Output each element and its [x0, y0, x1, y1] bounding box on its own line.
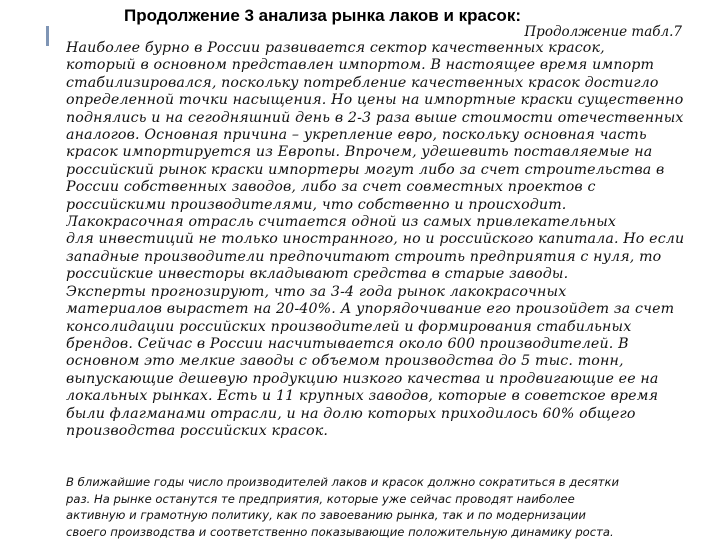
text-line: аналогов. Основная причина – укрепление евро, поскольку основная часть — [66, 127, 647, 144]
text-line: российские инвесторы вкладывают средства в старые заводы. — [66, 266, 569, 283]
text-line: красок импортируется из Европы. Впрочем, удешевить поставляемые на — [66, 144, 653, 161]
footnote-line: В ближайшие годы число производителей лаков и красок должно сократиться в десятки — [66, 475, 620, 489]
footnote-line: своего производства и соответственно показывающие положительную динамику роста. — [66, 524, 614, 539]
text-line: поднялись и на сегодняшний день в 2-3 раза выше стоимости отечественных — [66, 109, 684, 126]
text-line: основном это мелкие заводы с объемом производства до 5 тыс. тонн, — [66, 353, 624, 370]
text-line: консолидации российских производителей и формирования стабильных — [66, 318, 632, 335]
text-line: российскими производителями, что собственно и происходит. — [66, 196, 567, 213]
text-line: определенной точки насыщения. Но цены на импортные краски существенно — [66, 92, 684, 109]
text-line: Эксперты прогнозируют, что за 3-4 года рынок лакокрасочных — [66, 283, 567, 300]
table-caption: Продолжение табл.7 — [524, 24, 682, 40]
text-line: России собственных заводов, либо за счет совместных проектов с — [66, 179, 596, 196]
text-line: материалов вырастет на 20-40%. А упорядочивание его произойдет за счет — [66, 301, 675, 318]
text-line: для инвестиций не только иностранного, но и российского капитала. Но если — [66, 231, 685, 248]
document-footnote — [66, 474, 698, 540]
text-line: выпускающие дешевую продукцию низкого качества и продвигающие ее на — [66, 370, 659, 387]
text-line: брендов. Сейчас в России насчитывается около 600 производителей. В — [66, 335, 629, 352]
text-line: были флагманами отрасли, и на долю которых приходилось 60% общего — [66, 405, 636, 422]
text-line: Наиболее бурно в России развивается сектор качественных красок, — [66, 40, 605, 56]
text-line: локальных рынках. Есть и 11 крупных заводов, которые в советское время — [66, 388, 659, 405]
scanned-document — [58, 24, 698, 540]
text-line: Лакокрасочная отрасль считается одной из самых привлекательных — [66, 214, 617, 231]
footnote-line: активную и грамотную политику, как по завоеванию рынка, так и по модернизации — [66, 508, 586, 522]
text-line: производства российских красок. — [66, 422, 329, 439]
document-body — [66, 40, 698, 440]
text-line: который в основном представлен импортом. В настоящее время импорт — [66, 57, 655, 74]
text-line: западные производители предпочитают строить предприятия с нуля, то — [66, 248, 662, 265]
text-line: российский рынок краски импортеры могут либо за счет строительства в — [66, 161, 665, 178]
accent-bar — [46, 26, 49, 46]
text-line: стабилизировался, поскольку потребление качественных красок достигло — [66, 74, 659, 91]
slide-title: Продолжение 3 анализа рынка лаков и красок: — [124, 6, 521, 25]
footnote-line: раз. На рынке останутся те предприятия, которые уже сейчас проводят наиболее — [66, 491, 575, 506]
